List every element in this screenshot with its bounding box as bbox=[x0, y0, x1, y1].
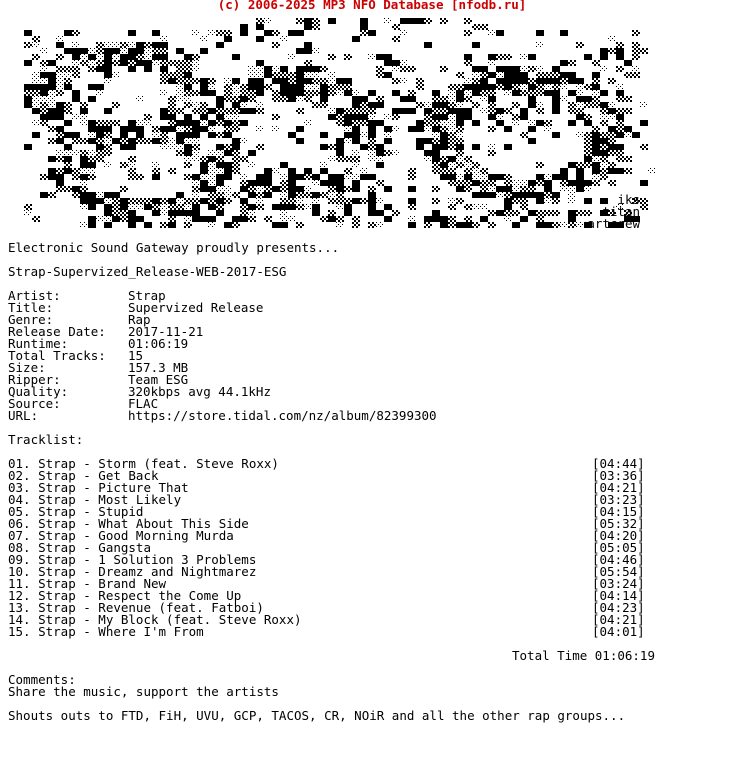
info-label: Artist: bbox=[8, 288, 61, 303]
info-label: Total Tracks: bbox=[8, 348, 106, 363]
tracklist-label: Tracklist: bbox=[8, 432, 84, 447]
info-value: FLAC bbox=[128, 396, 159, 411]
info-row bbox=[8, 302, 708, 314]
track-title: 04. Strap - Most Likely bbox=[8, 492, 182, 507]
info-row bbox=[8, 362, 708, 374]
track-duration: [04:15] bbox=[592, 504, 645, 519]
track-title: 08. Strap - Gangsta bbox=[8, 540, 151, 555]
track-title: 09. Strap - 1 Solution 3 Problems bbox=[8, 552, 257, 567]
logo-credit-artcrew: artcrew bbox=[587, 216, 640, 231]
track-duration: [04:14] bbox=[592, 588, 645, 603]
track-duration: [04:44] bbox=[592, 456, 645, 471]
info-label: Release Date: bbox=[8, 324, 106, 339]
info-label: Genre: bbox=[8, 312, 54, 327]
track-title: 01. Strap - Storm (feat. Steve Roxx) bbox=[8, 456, 279, 471]
track-title: 10. Strap - Dreamz and Nightmarez bbox=[8, 564, 257, 579]
track-duration: [03:23] bbox=[592, 492, 645, 507]
track-duration: [04:20] bbox=[592, 528, 645, 543]
track-duration: [04:46] bbox=[592, 552, 645, 567]
info-label: Title: bbox=[8, 300, 54, 315]
info-value: 320kbps avg 44.1kHz bbox=[128, 384, 271, 399]
shouts-line: Shouts outs to FTD, FiH, UVU, GCP, TACOS, CR, NOiR and all the other rap groups... bbox=[8, 708, 626, 723]
track-title: 06. Strap - What About This Side bbox=[8, 516, 249, 531]
track-duration: [04:23] bbox=[592, 600, 645, 615]
track-duration: [04:01] bbox=[592, 624, 645, 639]
track-title: 14. Strap - My Block (feat. Steve Roxx) bbox=[8, 612, 302, 627]
info-row bbox=[8, 386, 708, 398]
track-duration: [05:32] bbox=[592, 516, 645, 531]
release-name: Strap-Supervized_Release-WEB-2017-ESG bbox=[8, 264, 287, 279]
info-value: 15 bbox=[128, 348, 144, 363]
info-row bbox=[8, 374, 708, 386]
track-title: 11. Strap - Brand New bbox=[8, 576, 167, 591]
site-banner: (c) 2006-2025 MP3 NFO Database [nfodb.ru] bbox=[217, 0, 527, 12]
ascii-art-logo bbox=[8, 18, 668, 230]
total-time: Total Time 01:06:19 bbox=[512, 648, 655, 663]
info-row bbox=[8, 326, 708, 338]
info-value: 2017-11-21 bbox=[128, 324, 204, 339]
info-value: 157.3 MB bbox=[128, 360, 189, 375]
logo-credit-titan: titan bbox=[602, 204, 640, 219]
track-duration: [05:05] bbox=[592, 540, 645, 555]
track-title: 03. Strap - Picture That bbox=[8, 480, 189, 495]
track-row bbox=[8, 626, 708, 638]
track-title: 02. Strap - Get Back bbox=[8, 468, 159, 483]
info-label: URL: bbox=[8, 408, 39, 423]
info-row bbox=[8, 290, 708, 302]
track-title: 07. Strap - Good Morning Murda bbox=[8, 528, 234, 543]
info-label: Quality: bbox=[8, 384, 69, 399]
comments-text: Share the music, support the artists bbox=[8, 684, 279, 699]
logo-credit-iks: iks bbox=[617, 192, 640, 207]
info-url[interactable]: https://store.tidal.com/nz/album/82399300 bbox=[128, 408, 437, 423]
info-row bbox=[8, 350, 708, 362]
track-duration: [05:54] bbox=[592, 564, 645, 579]
info-value: Strap bbox=[128, 288, 166, 303]
info-value: 01:06:19 bbox=[128, 336, 189, 351]
info-row bbox=[8, 314, 708, 326]
comments-label: Comments: bbox=[8, 672, 76, 687]
track-title: 15. Strap - Where I'm From bbox=[8, 624, 204, 639]
info-row bbox=[8, 338, 708, 350]
track-title: 05. Strap - Stupid bbox=[8, 504, 144, 519]
info-label: Runtime: bbox=[8, 336, 69, 351]
track-title: 13. Strap - Revenue (feat. Fatboi) bbox=[8, 600, 264, 615]
info-label: Size: bbox=[8, 360, 46, 375]
info-row bbox=[8, 410, 708, 422]
track-duration: [03:36] bbox=[592, 468, 645, 483]
intro-line: Electronic Sound Gateway proudly presents... bbox=[8, 240, 340, 255]
info-label: Source: bbox=[8, 396, 61, 411]
track-title: 12. Strap - Respect the Come Up bbox=[8, 588, 242, 603]
info-label: Ripper: bbox=[8, 372, 61, 387]
track-duration: [04:21] bbox=[592, 480, 645, 495]
info-value: Supervized Release bbox=[128, 300, 264, 315]
info-value: Rap bbox=[128, 312, 151, 327]
info-value: Team ESG bbox=[128, 372, 189, 387]
track-duration: [04:21] bbox=[592, 612, 645, 627]
track-duration: [03:24] bbox=[592, 576, 645, 591]
